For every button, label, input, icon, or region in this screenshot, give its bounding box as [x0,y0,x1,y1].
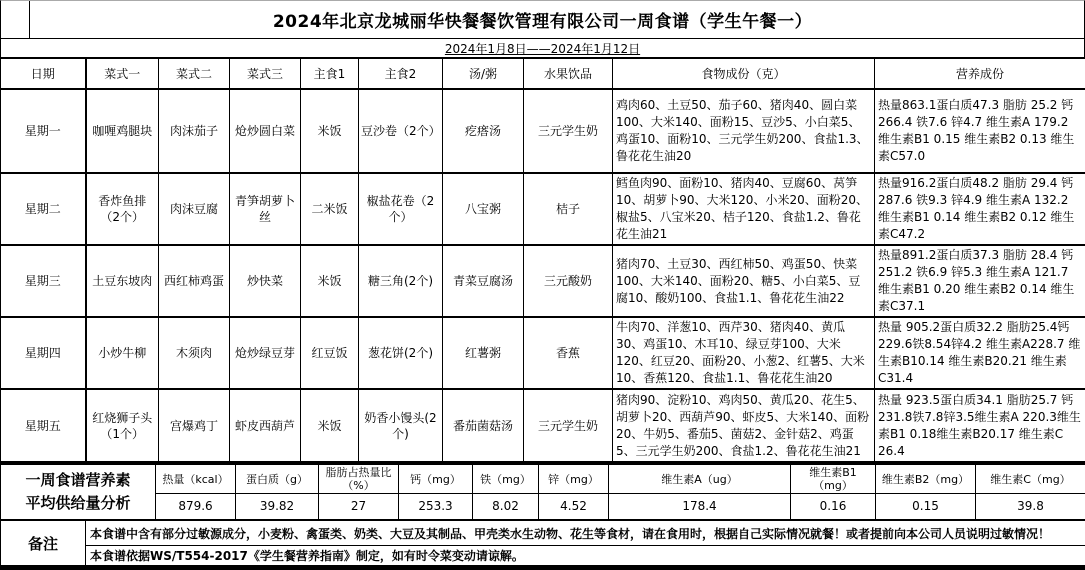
day-cell: 星期四 [1,317,86,389]
staple1-cell: 米饭 [301,389,359,462]
summary-header-calcium: 钙（mg） [399,464,473,494]
summary-header-protein: 蛋白质（g） [236,464,319,494]
title-cell-divider [29,1,30,38]
summary-value-protein: 39.82 [236,494,319,520]
nutrition-cell: 热量 923.5蛋白质34.1 脂肪25.7 钙 231.8铁7.8锌3.5维生素A 220.3维生素B1 0.18维生素B20.17 维生素C 26.4 [875,389,1085,462]
remark-line-1: 本食谱中含有部分过敏源成分，小麦粉、禽蛋类、奶类、大豆及其制品、甲壳类水生动物、花生等食材，请在食用时，根据自己实际情况就餐！或者提前向本公司人员说明过敏情况！ [86,521,1085,546]
column-header-day: 日期 [1,58,86,89]
fruit-drink-cell: 三元学生奶 [524,389,613,462]
column-header-fruit-drink: 水果饮品 [524,58,613,89]
staple1-cell: 二米饭 [301,173,359,245]
summary-value-vitamin-b2: 0.15 [876,494,976,520]
day-cell: 星期五 [1,389,86,462]
table-row-monday [1,89,1085,173]
summary-header-vitamin-a: 维生素A（ug） [609,464,791,494]
dish1-cell: 小炒牛柳 [86,317,159,389]
column-header-staple2: 主食2 [359,58,443,89]
summary-value-vitamin-b1: 0.16 [791,494,876,520]
soup-cell: 番茄菌菇汤 [443,389,524,462]
summary-value-energy: 879.6 [156,494,236,520]
table-row-friday [1,389,1085,462]
dish1-cell: 红烧狮子头（1个） [86,389,159,462]
fruit-drink-cell: 桔子 [524,173,613,245]
fruit-drink-cell: 三元酸奶 [524,245,613,317]
summary-value-calcium: 253.3 [399,494,473,520]
ingredients-cell: 猪肉90、淀粉10、鸡肉50、黄瓜20、花生5、胡萝卜20、西葫芦90、虾皮5、大米140、面粉20、牛奶5、番茄5、菌菇2、金针菇2、鸡蛋5、三元学生奶200、食盐1.2、鲁花花生油21 [613,389,875,462]
ingredients-cell: 鳕鱼肉90、面粉10、猪肉40、豆腐60、莴笋10、胡萝卜90、大米120、小米20、面粉20、椒盐5、八宝米20、桔子120、食盐1.2、鲁花花生油21 [613,173,875,245]
dish2-cell: 西红柿鸡蛋 [159,245,230,317]
table-row-thursday [1,317,1085,389]
summary-header-vitamin-c: 维生素C（mg） [976,464,1085,494]
dish1-cell: 咖喱鸡腿块 [86,89,159,173]
staple1-cell: 红豆饭 [301,317,359,389]
summary-value-fat-ratio: 27 [319,494,399,520]
column-header-soup: 汤/粥 [443,58,524,89]
summary-header-energy: 热量（kcal） [156,464,236,494]
summary-header-iron: 铁（mg） [473,464,539,494]
summary-header-row [1,464,1085,494]
soup-cell: 八宝粥 [443,173,524,245]
nutrition-cell: 热量863.1蛋白质47.3 脂肪 25.2 钙 266.4 铁7.6 锌4.7 维生素A 179.2 维生素B1 0.15 维生素B2 0.13 维生素C57.0 [875,89,1085,173]
dish3-cell: 炒快菜 [230,245,301,317]
staple1-cell: 米饭 [301,89,359,173]
dish2-cell: 宫爆鸡丁 [159,389,230,462]
summary-header-vitamin-b2: 维生素B2（mg） [876,464,976,494]
day-cell: 星期一 [1,89,86,173]
column-header-staple1: 主食1 [301,58,359,89]
fruit-drink-cell: 香蕉 [524,317,613,389]
remark-line-2: 本食谱依据WS/T554-2017《学生餐营养指南》制定，如有时令菜变动请谅解。 [86,546,1085,566]
dish1-cell: 香炸鱼排（2个） [86,173,159,245]
ingredients-cell: 鸡肉60、土豆50、茄子60、猪肉40、圆白菜100、大米140、面粉15、豆沙5、小白菜5、鸡蛋10、面粉10、三元学生奶200、食盐1.3、鲁花花生油20 [613,89,875,173]
fruit-drink-cell: 三元学生奶 [524,89,613,173]
column-header-dish1: 菜式一 [86,58,159,89]
dish3-cell: 炝炒绿豆芽 [230,317,301,389]
column-header-ingredients: 食物成份（克） [613,58,875,89]
summary-value-iron: 8.02 [473,494,539,520]
date-range-bar [0,39,1085,57]
soup-cell: 疙瘩汤 [443,89,524,173]
title-bar [0,0,1085,39]
remarks-label: 备注 [1,521,86,566]
day-cell: 星期三 [1,245,86,317]
staple2-cell: 葱花饼(2个) [359,317,443,389]
header-row [1,58,1085,89]
summary-value-vitamin-a: 178.4 [609,494,791,520]
staple1-cell: 米饭 [301,245,359,317]
nutrition-cell: 热量916.2蛋白质48.2 脂肪 29.4 钙 287.6 铁9.3 锌4.9 维生素A 132.2 维生素B1 0.14 维生素B2 0.12 维生素C47.2 [875,173,1085,245]
dish3-cell: 虾皮西葫芦 [230,389,301,462]
summary-value-row [1,494,1085,520]
remark-row-1 [1,521,1085,546]
summary-value-zinc: 4.52 [539,494,609,520]
summary-header-fat-ratio: 脂肪占热量比（%） [319,464,399,494]
ingredients-cell: 猪肉70、土豆30、西红柿50、鸡蛋50、快菜100、大米140、面粉20、糖5、小白菜5、豆腐10、酸奶100、食盐1.1、鲁花花生油22 [613,245,875,317]
ingredients-cell: 牛肉70、洋葱10、西芹30、猪肉40、黄瓜30、鸡蛋10、木耳10、绿豆芽100、大米120、红豆20、面粉20、小葱2、红薯5、大米10、香蕉120、食盐1.1、鲁花花生油20 [613,317,875,389]
staple2-cell: 豆沙卷（2个） [359,89,443,173]
summary-value-vitamin-c: 39.8 [976,494,1085,520]
dish1-cell: 土豆东坡肉 [86,245,159,317]
summary-label [1,464,156,520]
sheet-bottom-border [0,566,1085,570]
menu-table [0,57,1085,463]
remarks-table [0,520,1085,566]
dish2-cell: 肉沫豆腐 [159,173,230,245]
dish2-cell: 肉沫茄子 [159,89,230,173]
soup-cell: 青菜豆腐汤 [443,245,524,317]
dish3-cell: 炝炒圆白菜 [230,89,301,173]
summary-header-zinc: 锌（mg） [539,464,609,494]
dish3-cell: 青笋胡萝卜丝 [230,173,301,245]
soup-cell: 红薯粥 [443,317,524,389]
column-header-dish3: 菜式三 [230,58,301,89]
nutrition-cell: 热量 905.2蛋白质32.2 脂肪25.4钙229.6铁8.54锌4.2 维生素A228.7 维生素B10.14 维生素B20.21 维生素C31.4 [875,317,1085,389]
column-header-dish2: 菜式二 [159,58,230,89]
table-row-tuesday [1,173,1085,245]
date-range: 2024年1月8日——2024年1月12日 [445,40,640,57]
page-title: 2024年北京龙城丽华快餐餐饮管理有限公司一周食谱（学生午餐一） [273,7,812,32]
remark-row-2 [1,546,1085,566]
summary-label-line1: 一周食谱营养素 [3,469,153,492]
column-header-nutrition: 营养成份 [875,58,1085,89]
staple2-cell: 奶香小馒头(2个) [359,389,443,462]
staple2-cell: 糖三角(2个) [359,245,443,317]
day-cell: 星期二 [1,173,86,245]
nutrition-cell: 热量891.2蛋白质37.3 脂肪 28.4 钙 251.2 铁6.9 锌5.3 维生素A 121.7 维生素B1 0.20 维生素B2 0.14 维生素C37.1 [875,245,1085,317]
summary-table [0,463,1085,520]
summary-label-line2: 平均供给量分析 [3,492,153,515]
summary-header-vitamin-b1: 维生素B1（mg） [791,464,876,494]
dish2-cell: 木须肉 [159,317,230,389]
staple2-cell: 椒盐花卷（2个） [359,173,443,245]
table-row-wednesday [1,245,1085,317]
